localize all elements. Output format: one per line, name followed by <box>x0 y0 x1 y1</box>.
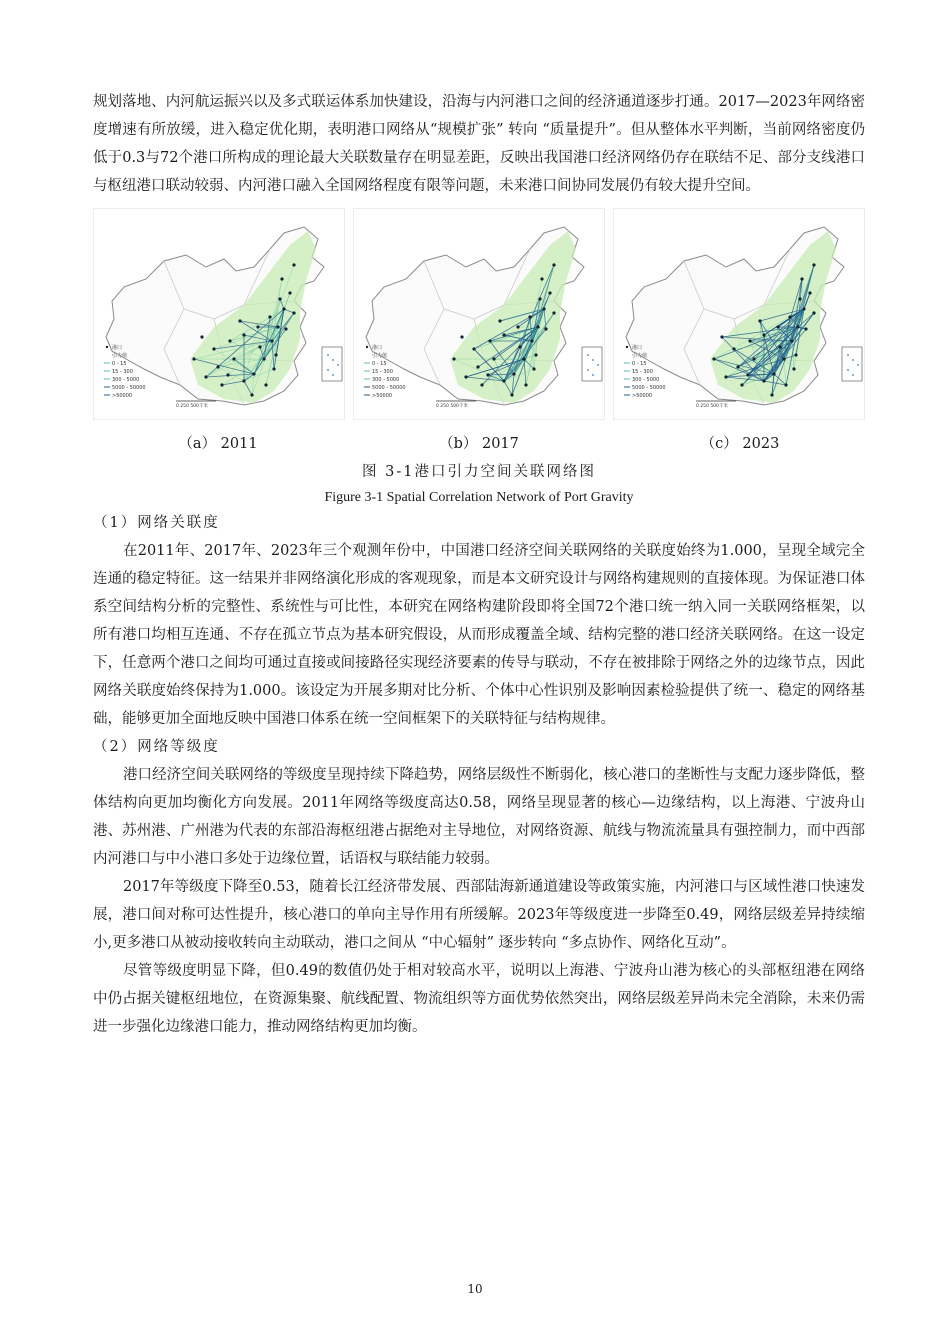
sublabel-a: （a） 2011 <box>178 436 258 452</box>
port-node <box>232 357 235 360</box>
port-node <box>238 319 241 322</box>
port-node <box>792 367 795 370</box>
legend-label: 0 - 15 <box>632 361 647 367</box>
port-node <box>250 393 253 396</box>
port-node <box>762 333 765 336</box>
legend-label: 300 - 5000 <box>112 377 140 383</box>
port-node <box>790 339 793 342</box>
port-node <box>746 373 749 376</box>
port-node <box>530 339 533 342</box>
port-node <box>486 373 489 376</box>
port-node <box>778 345 781 348</box>
port-node <box>472 347 475 350</box>
legend-label: 5000 - 50000 <box>112 385 146 391</box>
port-node <box>280 277 283 280</box>
port-node <box>516 325 519 328</box>
port-node <box>204 375 207 378</box>
port-node <box>518 345 521 348</box>
legend-label: 300 - 5000 <box>632 377 660 383</box>
port-node <box>552 311 555 314</box>
port-node <box>192 357 195 360</box>
port-node <box>492 357 495 360</box>
port-node <box>476 365 479 368</box>
legend-label: 15 - 300 <box>372 369 393 375</box>
port-node <box>540 277 543 280</box>
legend-label: 港口 <box>632 345 643 351</box>
port-node <box>292 263 295 266</box>
port-node <box>228 339 231 342</box>
legend-label: 0 - 15 <box>372 361 387 367</box>
port-node <box>796 325 799 328</box>
port-node <box>712 357 715 360</box>
port-node <box>284 327 287 330</box>
port-node <box>498 319 501 322</box>
figure-caption-en: Figure 3-1 Spatial Correlation Network of Port Gravity <box>324 490 634 505</box>
port-node <box>808 291 811 294</box>
china-port-network-map <box>614 209 864 419</box>
port-node <box>524 383 527 386</box>
port-node <box>542 307 545 310</box>
port-node <box>534 353 537 356</box>
port-node <box>736 365 739 368</box>
map-panel-2017 <box>353 208 605 420</box>
port-node <box>740 383 743 386</box>
port-node <box>480 383 483 386</box>
port-node <box>252 372 255 375</box>
port-node <box>800 277 803 280</box>
port-node <box>548 291 551 294</box>
port-node <box>724 375 727 378</box>
page-number: 10 <box>467 1282 483 1296</box>
port-node <box>464 375 467 378</box>
scale-bar-label: 0 250 500千米 <box>176 404 208 409</box>
port-node <box>274 353 277 356</box>
port-node <box>510 393 513 396</box>
port-node <box>220 383 223 386</box>
port-node <box>812 263 815 266</box>
port-node <box>256 325 259 328</box>
port-node <box>270 339 273 342</box>
sublabel-c: （c） 2023 <box>700 436 780 452</box>
port-node <box>538 297 541 300</box>
map-panel-2023 <box>613 208 865 420</box>
port-node <box>802 307 805 310</box>
port-node <box>264 383 267 386</box>
port-node <box>460 335 463 338</box>
port-node <box>784 383 787 386</box>
section-heading-connectivity: （1）网络关联度 <box>93 515 220 531</box>
port-node <box>782 357 785 360</box>
port-node <box>770 393 773 396</box>
scale-bar-label: 0 250 500千米 <box>436 404 468 409</box>
port-node <box>242 379 245 382</box>
legend-label: 引力值 <box>372 353 388 359</box>
paragraph-hierarchy-3: 尽管等级度明显下降，但0.49的数值仍处于相对较高水平，说明以上海港、宁波舟山港为核心的头部枢纽港在网络中仍占据关键枢纽地位，在资源集聚、航线配置、物流组织等方面优势依然突出，网络层级差异尚未完全消除，未来仍需进一步强化边缘港口能力，推动网络结构更加均衡。 <box>93 963 865 1035</box>
port-node <box>262 357 265 360</box>
paragraph-hierarchy-1: 港口经济空间关联网络的等级度呈现持续下降趋势，网络层级性不断弱化，核心港口的垄断性与支配力逐步降低，整体结构向更加均衡化方向发展。2011年网络等级度高达0.58，网络呈现显著的核心—边缘结构，以上海港、宁波舟山港、苏州港、广州港为代表的东部沿海枢纽港占据绝对主导地位，对网络资源、航线与物流流量具有强控制力，而中西部内河港口与中小港口多处于边缘位置，话语权与联结能力较弱。 <box>93 767 865 867</box>
port-node <box>522 357 525 360</box>
map-panel-2011 <box>93 208 345 420</box>
south-sea-inset <box>582 347 602 381</box>
legend-label: 港口 <box>112 345 123 351</box>
legend-label: 引力值 <box>112 353 128 359</box>
port-node <box>532 367 535 370</box>
port-node <box>282 307 285 310</box>
port-node <box>292 311 295 314</box>
figure-caption-cn: 图 3-1港口引力空间关联网络图 <box>362 464 596 480</box>
port-node <box>552 263 555 266</box>
port-node <box>276 325 279 328</box>
port-node <box>788 315 791 318</box>
port-node <box>748 339 751 342</box>
china-port-network-map <box>94 209 344 419</box>
port-node <box>452 357 455 360</box>
port-node <box>272 367 275 370</box>
port-node <box>258 345 261 348</box>
port-node <box>762 379 765 382</box>
port-node <box>804 327 807 330</box>
paragraph-intro: 规划落地、内河航运振兴以及多式联运体系加快建设，沿海与内河港口之间的经济通道逐步打通。2017—2023年网络密度增速有所放缓，进入稳定优化期，表明港口网络从“规模扩张” 转向 “质量提升”。但从整体水平判断，当前网络密度仍低于0.3与72个港口所构成的理论最大关联数量存在明显差距，反映出我国港口经济网络仍存在联结不足、部分支线港口与枢纽港口联动较弱、内河港口融入全国网络程度有限等问题，未来港口间协同发展仍有较大提升空间。 <box>93 94 865 194</box>
port-node <box>512 372 515 375</box>
port-node <box>772 372 775 375</box>
port-node <box>502 379 505 382</box>
legend-label: 5000 - 50000 <box>632 385 666 391</box>
legend-label: >50000 <box>632 393 653 399</box>
legend-label: 5000 - 50000 <box>372 385 406 391</box>
port-node <box>268 315 271 318</box>
port-node <box>528 315 531 318</box>
port-node <box>752 357 755 360</box>
port-node <box>200 335 203 338</box>
legend-label: 300 - 5000 <box>372 377 400 383</box>
port-node <box>776 325 779 328</box>
legend-label: >50000 <box>372 393 393 399</box>
legend-label: 引力值 <box>632 353 648 359</box>
port-node <box>812 311 815 314</box>
legend-label: 15 - 300 <box>112 369 133 375</box>
port-node <box>732 347 735 350</box>
legend-label: 15 - 300 <box>632 369 653 375</box>
paragraph-hierarchy-2: 2017年等级度下降至0.53，随着长江经济带发展、西部陆海新通道建设等政策实施，内河港口与区域性港口快速发展，港口间对称可达性提升，核心港口的单向主导作用有所缓解。2023年等级度进一步降至0.49，网络层级差异持续缩小,更多港口从被动接收转向主动联动，港口之间从 “中心辐射” 逐步转向 “多点协作、网络化互动”。 <box>93 879 865 951</box>
paragraph-connectivity: 在2011年、2017年、2023年三个观测年份中，中国港口经济空间关联网络的关联度始终为1.000，呈现全域完全连通的稳定特征。这一结果并非网络演化形成的客观现象，而是本文研究设计与网络构建规则的直接体现。为保证港口体系空间结构分析的完整性、系统性与可比性，本研究在网络构建阶段即将全国72个港口统一纳入同一关联网络框架，以所有港口均相互连通、不存在孤立节点为基本研究假设，从而形成覆盖全域、结构完整的港口经济关联网络。在这一设定下，任意两个港口之间均可通过直接或间接路径实现经济要素的传导与联动，不存在被排除于网络之外的边缘节点，因此网络关联度始终保持为1.000。该设定为开展多期对比分析、个体中心性识别及影响因素检验提供了统一、稳定的网络基础，能够更加全面地反映中国港口体系在统一空间框架下的关联特征与结构规律。 <box>93 543 865 727</box>
section-heading-hierarchy: （2）网络等级度 <box>93 739 220 755</box>
port-node <box>798 297 801 300</box>
port-node <box>288 291 291 294</box>
port-node <box>758 319 761 322</box>
legend-label: >50000 <box>112 393 133 399</box>
legend-label: 0 - 15 <box>112 361 127 367</box>
port-node <box>794 353 797 356</box>
port-node <box>720 335 723 338</box>
port-node <box>226 373 229 376</box>
south-sea-inset <box>322 347 342 381</box>
port-node <box>278 297 281 300</box>
port-node <box>502 333 505 336</box>
port-node <box>242 333 245 336</box>
figure-sublabels <box>93 433 865 455</box>
china-port-network-map <box>354 209 604 419</box>
scale-bar-label: 0 250 500千米 <box>696 404 728 409</box>
port-node <box>216 365 219 368</box>
port-node <box>212 347 215 350</box>
legend-label: 港口 <box>372 345 383 351</box>
port-node <box>544 327 547 330</box>
sublabel-b: （b） 2017 <box>439 436 519 452</box>
port-node <box>536 325 539 328</box>
port-node <box>488 339 491 342</box>
south-sea-inset <box>842 347 862 381</box>
page-body <box>93 88 865 1041</box>
figure-panels <box>93 208 865 420</box>
